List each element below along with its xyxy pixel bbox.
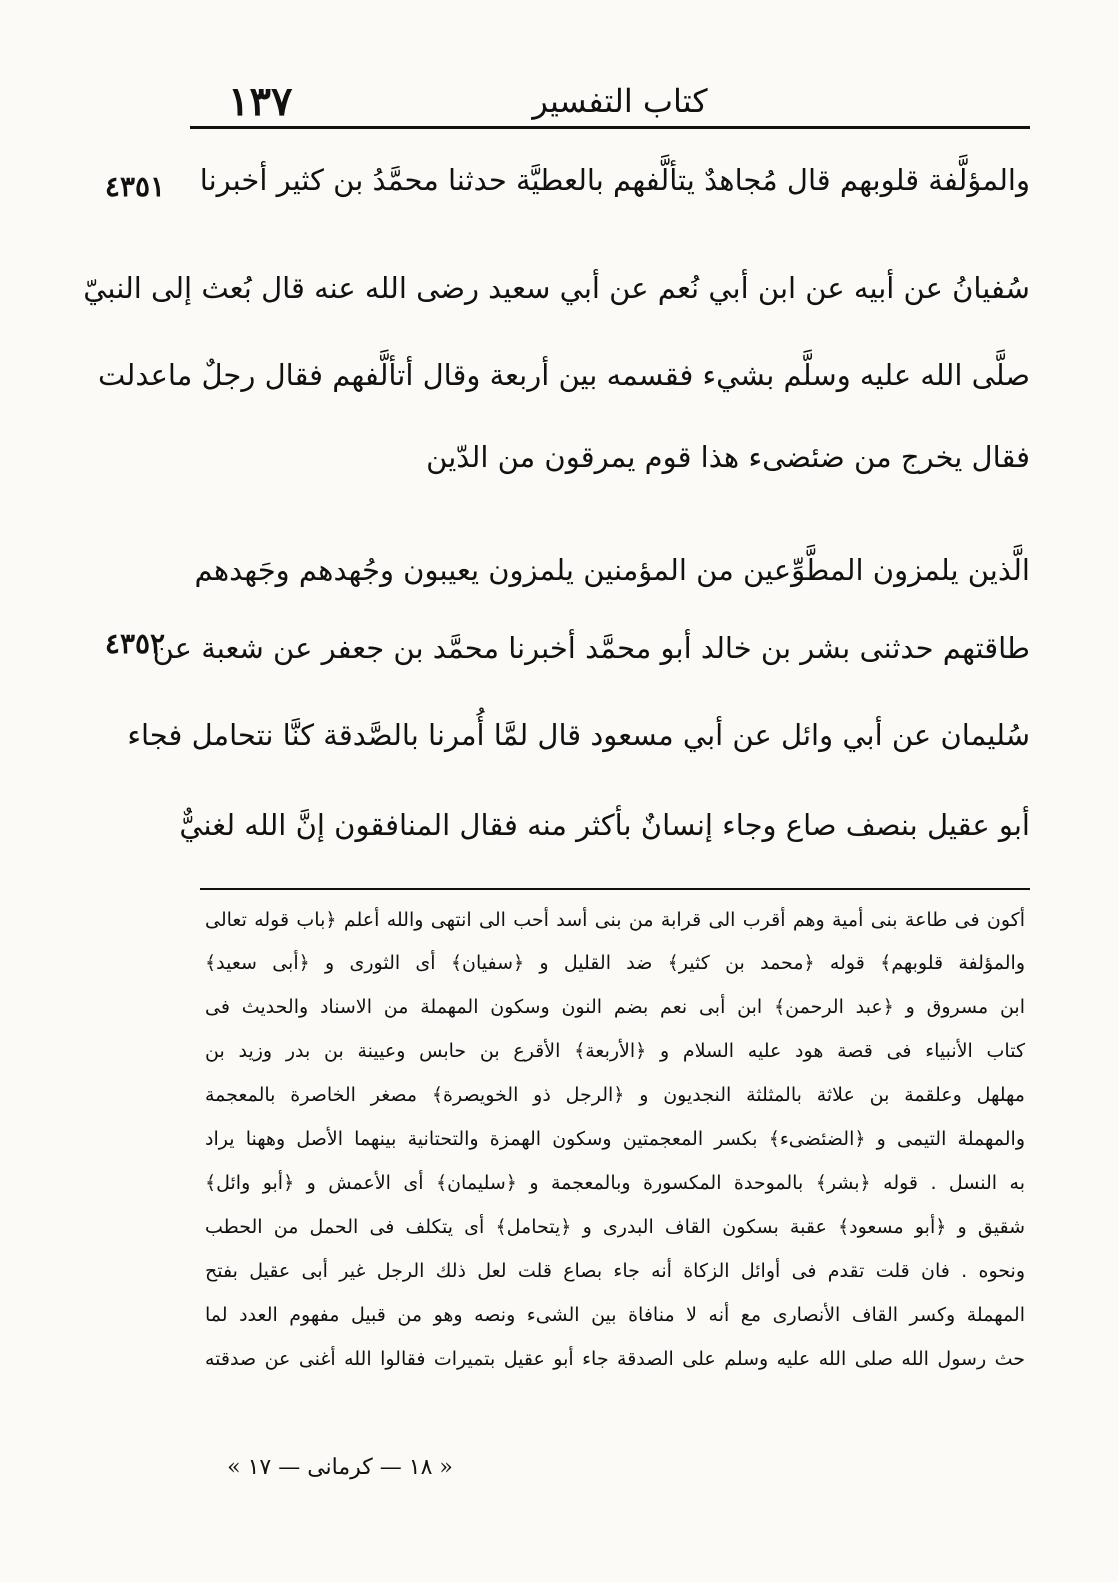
commentary-line: أكون فى طاعة بنى أمية وهم أقرب الى قرابة من بنى أسد أحب الى انتهى والله أعلم ﴿باب قوله تعالى (205, 909, 1025, 931)
main-text-line: الَّذين يلمزون المطَّوِّعين من المؤمنين يلمزون يعيبون وجُهدهم وجَهدهم (194, 553, 1030, 587)
main-text-line: سُفيانُ عن أبيه عن ابن أبي نُعم عن أبي سعيد رضى الله عنه قال بُعث إلى النبيّ (83, 271, 1030, 305)
commentary-separator (200, 888, 1030, 890)
header-rule (190, 126, 1030, 129)
main-text-line: والمؤلَّفة قلوبهم قال مُجاهدٌ يتألَّفهم بالعطيَّة حدثنا محمَّدُ بن كثير أخبرنا (199, 163, 1030, 197)
commentary-line: مهلهل وعلقمة بن علاثة بالمثلثة النجديون و ﴿الرجل ذو الخويصرة﴾ مصغر الخاصرة بالمعجمة (205, 1084, 1025, 1106)
hadith-number: ٤٣٥٢ (104, 627, 166, 660)
commentary-line: ونحوه . فان قلت تقدم فى أوائل الزكاة أنه جاء بصاع قلت لعل ذلك الرجل غير أبى عقيل بفتح (205, 1260, 1025, 1282)
running-title: كتاب التفسير (532, 82, 708, 120)
main-text-line: سُليمان عن أبي وائل عن أبي مسعود قال لمَّا أُمرنا بالصَّدقة كنَّا نتحامل فجاء (127, 718, 1030, 752)
main-text-line: أبو عقيل بنصف صاع وجاء إنسانٌ بأكثر منه فقال المنافقون إنَّ الله لغنيٌّ (179, 808, 1030, 842)
main-text-line: فقال يخرج من ضئضىء هذا قوم يمرقون من الدّين (426, 440, 1030, 474)
main-text-line: صلَّى الله عليه وسلَّم بشيء فقسمه بين أربعة وقال أتألَّفهم فقال رجلٌ ماعدلت (98, 358, 1030, 392)
commentary-line: شقيق و ﴿أبو مسعود﴾ عقبة بسكون القاف البدرى و ﴿يتحامل﴾ أى يتكلف فى الحمل من الحطب (205, 1216, 1025, 1238)
commentary-line: والمهملة التيمى و ﴿الضئضىء﴾ بكسر المعجمتين وسكون الهمزة والتحتانية بينهما الأصل وههنا يراد (205, 1128, 1025, 1150)
commentary-line: كتاب الأنبياء فى قصة هود عليه السلام و ﴿الأربعة﴾ الأقرع بن حابس وعيينة بن بدر وزيد بن (205, 1040, 1025, 1062)
commentary-line: والمؤلفة قلوبهم﴾ قوله ﴿محمد بن كثير﴾ ضد القليل و ﴿سفيان﴾ أى الثورى و ﴿أبى سعيد﴾ (205, 952, 1025, 974)
hadith-number: ٤٣٥١ (104, 170, 166, 203)
commentary-line: المهملة وكسر القاف الأنصارى مع أنه لا منافاة بين الشىء ونصه وهو من قبيل مفهوم العدد لما (205, 1304, 1025, 1326)
main-text-line: طاقتهم حدثنى بشر بن خالد أبو محمَّد أخبرنا محمَّد بن جعفر عن شعبة عن (152, 631, 1030, 665)
commentary-line: به النسل . قوله ﴿بشر﴾ بالموحدة المكسورة وبالمعجمة و ﴿سليمان﴾ أى الأعمش و ﴿أبو وائل﴾ (205, 1172, 1025, 1194)
commentary-line: حث رسول الله صلى الله عليه وسلم على الصدقة جاء أبو عقيل بتميرات فقالوا الله أغنى عن صدقته (205, 1348, 1025, 1370)
commentary-line: ابن مسروق و ﴿عبد الرحمن﴾ ابن أبى نعم بضم النون وسكون المهملة من الاسناد والحديث فى (205, 996, 1025, 1018)
signature-mark: « ١٨ — كرمانى — ١٧ » (227, 1455, 453, 1480)
page-number: ١٣٧ (228, 78, 293, 125)
